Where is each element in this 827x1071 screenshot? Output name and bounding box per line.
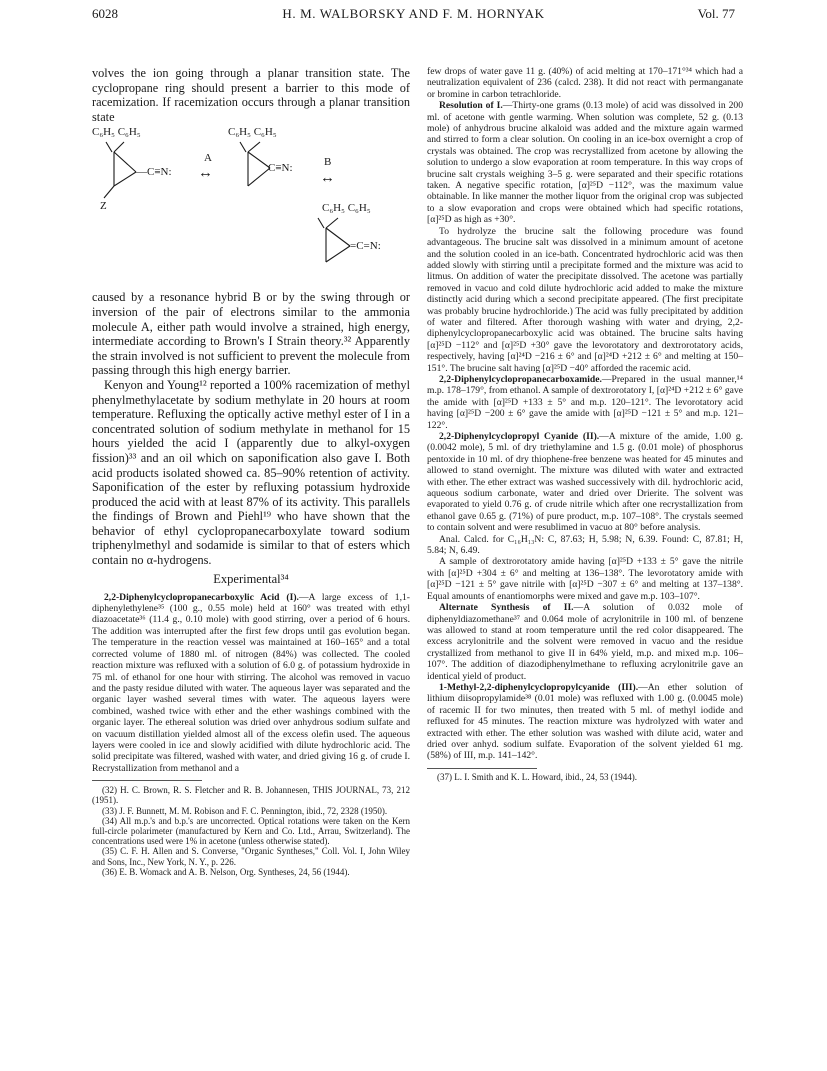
arrow-2: ↔ (320, 170, 335, 187)
running-title: H. M. WALBORSKY AND F. M. HORNYAK (282, 6, 545, 21)
paragraph-amide (427, 374, 743, 431)
z-label: Z (100, 200, 107, 213)
paragraph-alternate (427, 602, 743, 682)
amide-heading: 2,2-Diphenylcyclopropanecarboxamide. (439, 373, 602, 385)
paragraph-acid-cont: few drops of water gave 11 g. (40%) of acid melting at 170–171°³⁴ which had a neutralization equivalent of 236 (calcd. 238). It did not react with permanganate or bromine in carbon tetrachloride. (427, 66, 743, 100)
paragraph-methyl (427, 682, 743, 762)
paragraph-analysis: Anal. Calcd. for C₁₆H₁₃N: C, 87.63; H, 5.98; N, 6.39. Found: C, 87.81; H, 5.84; N, 6.49. (427, 533, 743, 557)
footnote-36: (36) E. B. Womack and A. B. Nelson, Org. Syntheses, 24, 56 (1944). (102, 866, 350, 877)
footnote-rule-right (427, 768, 537, 769)
section-heading: Experimental³⁴ (213, 571, 289, 586)
footnote-37: (37) L. I. Smith and K. L. Howard, ibid., 24, 53 (1944). (437, 771, 637, 782)
footnote-34: (34) All m.p.'s and b.p.'s are uncorrected. Optical rotations were taken on the Kern full-circle polarimeter (manufactured by Kern and Co. Ltd., Arrau, Switzerland). The concentrations used were 1% in acetone (unless otherwise stated). (92, 815, 410, 847)
page-header (92, 6, 735, 24)
label-b: B (324, 156, 332, 169)
paragraph-resolution (427, 100, 743, 225)
paragraph-acid-i (92, 592, 410, 775)
paragraph-intro: volves the ion going through a planar transition state. The cyclopropane ring should present a barrier to this mode of racemization. If racemization occurs through a planar transition state (92, 66, 410, 124)
resolution-heading: Resolution of I. (439, 100, 503, 112)
nitrile-b: C≡N: (268, 162, 293, 175)
footnote-32: (32) H. C. Brown, R. S. Fletcher and R. B. Johannesen, THIS JOURNAL, 73, 212 (1951). (92, 785, 410, 806)
resonance-scheme (92, 126, 410, 286)
cyanide-text: —A mixture of the amide, 1.00 g. (0.0042 mole), 5 ml. of dry triethylamine and 1.5 g. (0.01 mole) of phosphorus pentoxide in 10 ml. of dry thiophene-free benzene was heated for 45 minutes and allowed to stand overnight. The mixture was diluted with water and extracted with ether. The ether extract was washed successively with dil. hydrochloric acid, aqueous sodium carbonate, water and dried over Drierite. The solvent was evaporated to yield 0.76 g. of crude nitrile which after one recrystallization from ethanol gave 0.65 g. (71%) of pure product, m.p. 107–108°. The crystals seemed to contain solvent and were resublimed in vacuo at 80° before analysis. (427, 431, 744, 534)
phenyl-label-3: C₆H₅ C₆H₅ (322, 202, 371, 215)
right-column (427, 66, 743, 782)
nitrile-a: —C≡N: (136, 166, 172, 179)
footnote-rule (92, 780, 202, 781)
procedure-text: —A large excess of 1,1-diphenylethylene³⁵ (100 g., 0.55 mole) held at 160° was treated with ethyl diazoacetate³⁶ (11.4 g., 0.10 mole) with good stirring, over a period of 6 hours. The addition was interrupted after the first few drops until gas evolution began. The temperature in the reaction vessel was maintained at 160–165° and a total corrected volume of 1880 ml. of nitrogen (84%) was collected. The cooled reaction mixture was refluxed with a solution of 6.0 g. of potassium hydroxide in 75 ml. of ethanol for one hour with stirring. The alcohol was removed in vacuo and the pasty residue diluted with water. The aqueous layer was separated and the organic layer washed several times with water. The aqueous layers were combined, washed twice with ether and the ether washings combined with the organic layer. The ethereal solution was dried over anhydrous sodium sulfate and on vacuum distillation yielded almost all of the excess olefin used. The aqueous layers were cooled in ice and slowly acidified with dilute hydrochloric acid. The solid precipitate was filtered, washed with water, and dried giving 16 g. of crude I. Recrystallization from methanol and a (92, 591, 410, 774)
volume-label: Vol. 77 (697, 6, 735, 21)
paragraph-hydrolysis: To hydrolyze the brucine salt the following procedure was found advantageous. The brucine salt was dissolved in a minimum amount of acetone and the solution cooled in an ice-bath. Concentrated hydrochloric acid was then added slowly with stirring until a precipitate formed and the mixture was acid to litmus. On addition of water the precipitate dissolved. The acetone was partially removed in vacuo and cold dilute hydrochloric acid added to make the mixture distinctly acid during which a second precipitate appeared. (The first precipitate was probably brucine hydrochloride.) The acid was fully precipitated by addition of water and filtered. After thorough washing with water and drying, 2,2-diphenylcyclopropanecarboxylic acid was obtained. The brucine salts having [α]²⁵D −112° and [α]²⁵D +30° gave the levorotatory and dextrorotatory acids, respectively, having [α]²⁴D −216 ± 6° and [α]²⁴D +212 ± 6° and melting at 150–151°. The brucine salt having [α]²⁵D −40° afforded the racemic acid. (427, 225, 743, 374)
alternate-heading: Alternate Synthesis of II. (439, 602, 574, 614)
alternate-text: —A solution of 0.032 mole of diphenyldiazomethane³⁷ and 0.064 mole of acrylonitrile in 100 ml. of benzene was allowed to stand at room temperature until the red color disappeared. The excess acrylonitrile and the solvent were removed in vacuo and the residue crystallized from methanol to give II in 64% yield, m.p. and mixed m.p. 106–107°. The addition of diazodiphenylmethane to refluxing acrylonitrile gave an identical yield of product. (427, 602, 743, 682)
footnote-35: (35) C. F. H. Allen and S. Converse, "Organic Syntheses," Coll. Vol. I, John Wiley and Sons, Inc., New York, N. Y., p. 226. (92, 846, 410, 867)
cyanide-heading: 2,2-Diphenylcyclopropyl Cyanide (II). (439, 431, 600, 442)
footnote-33: (33) J. F. Bunnett, M. M. Robison and F. C. Pennington, ibid., 72, 2328 (1950). (102, 805, 388, 816)
methyl-heading: 1-Methyl-2,2-diphenylcyclopropylcyanide (III). (439, 681, 639, 693)
ketenimine-c: =C=N: (350, 240, 381, 253)
arrow-1: ↔ (198, 165, 213, 182)
paragraph-resonance: caused by a resonance hybrid B or by the swing through or inversion of the pair of electrons similar to the ammonia molecule A, either path would involve a strained, high energy, intermediate according to Brown's I Strain theory.³² Apparently the strain involved is not sufficient to prevent the molecule from passing through this high energy barrier. (92, 290, 410, 378)
compound-heading: 2,2-Diphenylcyclopropanecarboxylic Acid (I). (104, 591, 299, 603)
page-number: 6028 (92, 6, 118, 21)
paragraph-kenyon: Kenyon and Young¹² reported a 100% racemization of methyl phenylmethylacetate by sodium methylate in 20 hours at room temperature. Refluxing the optically active methyl ester of I in a concentrated solution of sodium methylate in methanol for 15 hours yielded the acid I (apparently due to alkyl-oxygen fission)³³ and an oil which on saponification also gave I. Both acid products isolated showed ca. 85–90% retention of activity. Saponification of the ester by refluxing potassium hydroxide produced the acid with at least 87% of its activity. This parallels the findings of Brown and Piehl¹⁹ who have shown that the behavior of ethyl cyclopropanecarboxylate toward sodium triphenylmethyl and sodamide is similar to that of esters which contain no α-hydrogens. (92, 377, 410, 568)
left-column (92, 66, 410, 877)
label-a: A (204, 152, 212, 165)
resolution-text: —Thirty-one grams (0.13 mole) of acid was dissolved in 200 ml. of acetone with gentle warming. When solution was complete, 52 g. (0.13 mole) of anhydrous brucine alkaloid was added and the mixture again warmed and stirred to form a clear solution. On cooling in an ice-box overnight a crop of crystals was obtained. The crop was recrystallized from acetone by allowing the solution to undergo a slow evaporation at room temperature. In this way crops of brucine salt crystals weighing 3–5 g. were separated and their specific rotations taken. A negative specific rotation, [α]²⁵D −112°, was the maximum value obtainable. In like manner the mother liquor from the original crop was subjected to a slow evaporation and crops were obtained which had specific rotations, [α]²⁵D as high as +30°. (427, 100, 743, 226)
phenyl-label-2: C₆H₅ C₆H₅ (228, 126, 277, 139)
amide-text: —Prepared in the usual manner,¹⁴ m.p. 178–179°, from ethanol. A sample of dextrorotatory I, [α]²⁴D +212 ± 6° gave the amide with [α]²⁵D +133 ± 5° and m.p. 120–121°. The levorotatory acid having [α]²⁵D −200 ± 6° gave the amide with [α]²⁵D −121 ± 5° and m.p. 121–122°. (427, 373, 743, 431)
paragraph-rotation: A sample of dextrorotatory amide having [α]²⁵D +133 ± 5° gave the nitrile with [α]²⁵D +304 ± 6° and melting at 136–138°. The levorotatory amide with [α]²⁵D −121 ± 5° gave nitrile with [α]²⁵D −307 ± 6° and melting at 137–138°. Equal amounts of enantiomorphs were mixed and gave m.p. 103–107°. (427, 556, 743, 602)
phenyl-label-1: C₆H₅ C₆H₅ (92, 126, 141, 139)
paragraph-cyanide (427, 431, 743, 534)
methyl-text: —An ether solution of lithium diisopropylamide³⁸ (0.01 mole) was refluxed with 1.00 g. (0.0045 mole) of racemic II for two minutes, then treated with 5 ml. of methyl iodide and refluxed for 45 minutes. The reaction mixture was hydrolyzed with water and extracted with ether. The ether solution was washed with dilute acid, water and dried over anhyd. sodium sulfate. Evaporation of the solvent yielded 61 mg. (58%) of III, m.p. 141–142°. (427, 681, 743, 762)
